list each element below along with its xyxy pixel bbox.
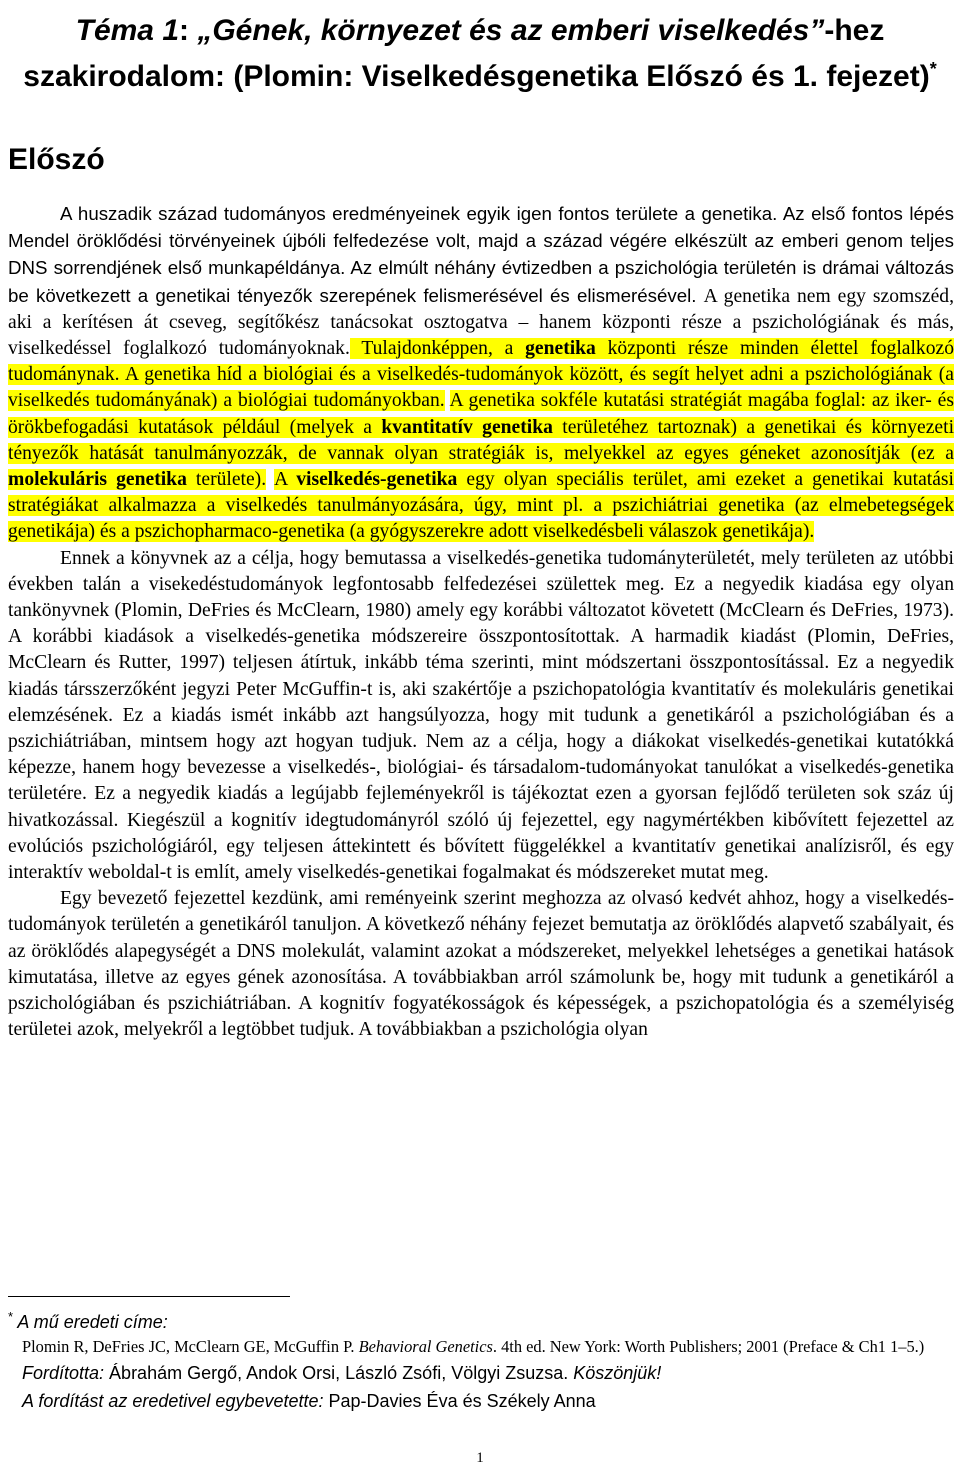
document-title	[0, 8, 960, 100]
paragraph	[8, 886, 954, 1043]
highlighted-text: A	[274, 469, 297, 491]
section-heading: Előszó	[8, 143, 105, 176]
highlighted-text: központi része minden élettel foglalkozó tudománynak. A genetika híd a biológiai és a viselkedés-tudományok között, és segít helyet adni a pszichológiának (a viselkedés tudományának) a biológiai tudományokban.	[8, 338, 954, 412]
title-colon: :	[179, 14, 190, 47]
highlighted-text: Tulajdonképpen, a	[349, 338, 526, 360]
highlighted-text: területéhez tartoznak) a genetikai és környezeti tényezők hatását tanulmányozzák, de vannak olyan stratégiák is, melyekkel az egyes géneket azonosítják (ez a	[8, 416, 955, 464]
title-footnote-mark: *	[929, 59, 937, 79]
text-run: A genetika nem egy szomszéd, aki a kerítésen át cseveg, segítőkész tanácsokat osztogatva – hanem központi része a pszichológiának és más, viselkedéssel foglalkozó tudományoknak.	[8, 285, 954, 360]
comparers: Pap-Davies Éva és Székely Anna	[323, 1391, 596, 1411]
highlighted-text: viselkedés-genetika	[296, 469, 458, 491]
highlighted-text: egy olyan speciális terület, ami ezeket a genetikai kutatási stratégiákat alkalmazza a viselkedés tanulmányozására, úgy, mint pl. a pszichiátriai genetika (az elmebetegségek genetikája) és a pszichopharmaco-genetika (a gyógyszerekre adott viselkedésbeli válaszok genetikája).	[8, 469, 954, 543]
highlighted-text: molekuláris genetika	[8, 469, 187, 491]
highlighted-text: A genetika sokféle kutatási stratégiát magába foglal: az iker- és örökbefogadási kutatások például (melyek a	[8, 390, 954, 438]
footnote-title	[8, 1304, 954, 1335]
comparer-credit	[22, 1387, 954, 1415]
footnote-mark: *	[8, 1309, 14, 1324]
text-run: Ennek a könyvnek az a célja, hogy bemutassa a viselkedés-genetika tudományterületét, mely területen az utóbbi években talán a visekedéstudományok legfontosabb felfedezései születtek meg. Ez a negyedik kiadása egy olyan tankönyvnek (Plomin, DeFries és McClearn, 1980) amely egy korábbi változatot követett (McClearn és DeFries, 1973). A korábbi kiadások a viselkedés-genetika módszereire összpontosítottak. A harmadik kiadást (Plomin, DeFries, McClearn és Rutter, 1997) teljesen átírtuk, inkább téma szerinti, mint módszertani összpontosítással. Ez a negyedik kiadás társszerzőként jegyzi Peter McGuffin-t is, aki szakértője a pszichopatológia kvantitatív és molekuláris genetikai elemzésének. Ez a kiadás ismét inkább azt hangsúlyozza, hogy mit tudunk a genetikáról a pszichológiában és a pszichiátriában, mintsem hogy azt hogyan tudjuk. Nem az a célja, hogy a diákokat viselkedés-genetikai kutatókká képezze, hanem hogy bevezesse a viselkedés-, biológiai- és társadalom-tudományokat tanulókat a viselkedés-genetika területére. Ez a negyedik kiadás a legújabb fejleményekről is tájékoztat ezen a gyorsan fejlődő területen sok száz új hivatkozással. Kiegészül a kognitív idegtudományról szóló új fejezettel, egy nagymértékben kibővített fejezettel az evolúciós pszichológiáról, egy teljesen áttekintett és bővített függelékkel a kvantitatív genetikai analízisről, és egy interaktív weboldal-t is említ, amely viselkedés-genetikai fogalmakat és módszereket mutat meg.	[8, 547, 954, 884]
paragraph	[8, 201, 954, 546]
highlighted-text: genetika	[525, 338, 596, 360]
text-run	[266, 469, 274, 490]
reference-authors: Plomin R, DeFries JC, McClearn GE, McGuffin P.	[22, 1337, 359, 1356]
title-lead: Téma 1	[75, 14, 180, 47]
reference-rest: . 4th ed. New York: Worth Publishers; 2001 (Preface & Ch1 1–5.)	[492, 1337, 925, 1356]
translator-credit	[22, 1359, 954, 1387]
text-run	[445, 390, 450, 411]
thanks-text: Köszönjük!	[573, 1363, 662, 1383]
body-text	[8, 201, 954, 1044]
paragraph	[8, 546, 954, 887]
title-italic-part: „Gének, környezet és az emberi viselkedés”	[189, 14, 825, 47]
title-tail: -hez szakirodalom: (Plomin: Viselkedésgenetika Előszó és 1. fejezet)	[23, 14, 930, 93]
page-number: 1	[476, 1450, 484, 1466]
highlighted-text: kvantitatív genetika	[381, 416, 553, 438]
footnote-reference	[22, 1335, 954, 1359]
text-run: A huszadik század tudományos eredményeinek egyik igen fontos területe a genetika. Az első fontos lépés Mendel öröklődési törvényeinek újbóli felfedezése volt, majd a század végére elkészült az emberi genom teljes DNS sorrendjének első munkapéldánya. Az elmúlt néhány évtizedben a pszichológia területén is drámai változás be következett a genetikai tényezők szerepének felismerésével és elismerésével.	[8, 203, 954, 306]
text-run: Egy bevezető fejezettel kezdünk, ami reményeink szerint meghozza az olvasó kedvét ahhoz, hogy a viselkedés-tudományok területén a genetikáról tanuljon. A következő néhány fejezet bemutatja az öröklődés alapvető szabályait, és az öröklődés alapegységét a DNS molekulát, valamint azokat a módszereket, melyekkel lehetséges a genetikai hatások kimutatása, illetve az egyes gének azonosítása. A továbbiakban arról számolunk be, hogy mit tudunk a genetikáról a pszichológiában és pszichiátriában. A kognitív fogyatékosságok és képességek, a pszichopatológia és a személyiség területei azok, melyekről a legtöbbet tudjuk. A továbbiakban a pszichológia olyan	[8, 888, 954, 1041]
footnote	[8, 1304, 954, 1415]
footnote-title-text: A mű eredeti címe:	[13, 1312, 168, 1332]
translators: Ábrahám Gergő, Andok Orsi, László Zsófi, Völgyi Zsuzsa.	[104, 1363, 574, 1383]
reference-work: Behavioral Genetics	[358, 1337, 493, 1356]
translated-label: Fordította:	[22, 1363, 105, 1383]
highlighted-text: területe).	[186, 469, 267, 491]
compared-label: A fordítást az eredetivel egybevetette:	[22, 1391, 324, 1411]
footnote-divider	[8, 1296, 290, 1297]
